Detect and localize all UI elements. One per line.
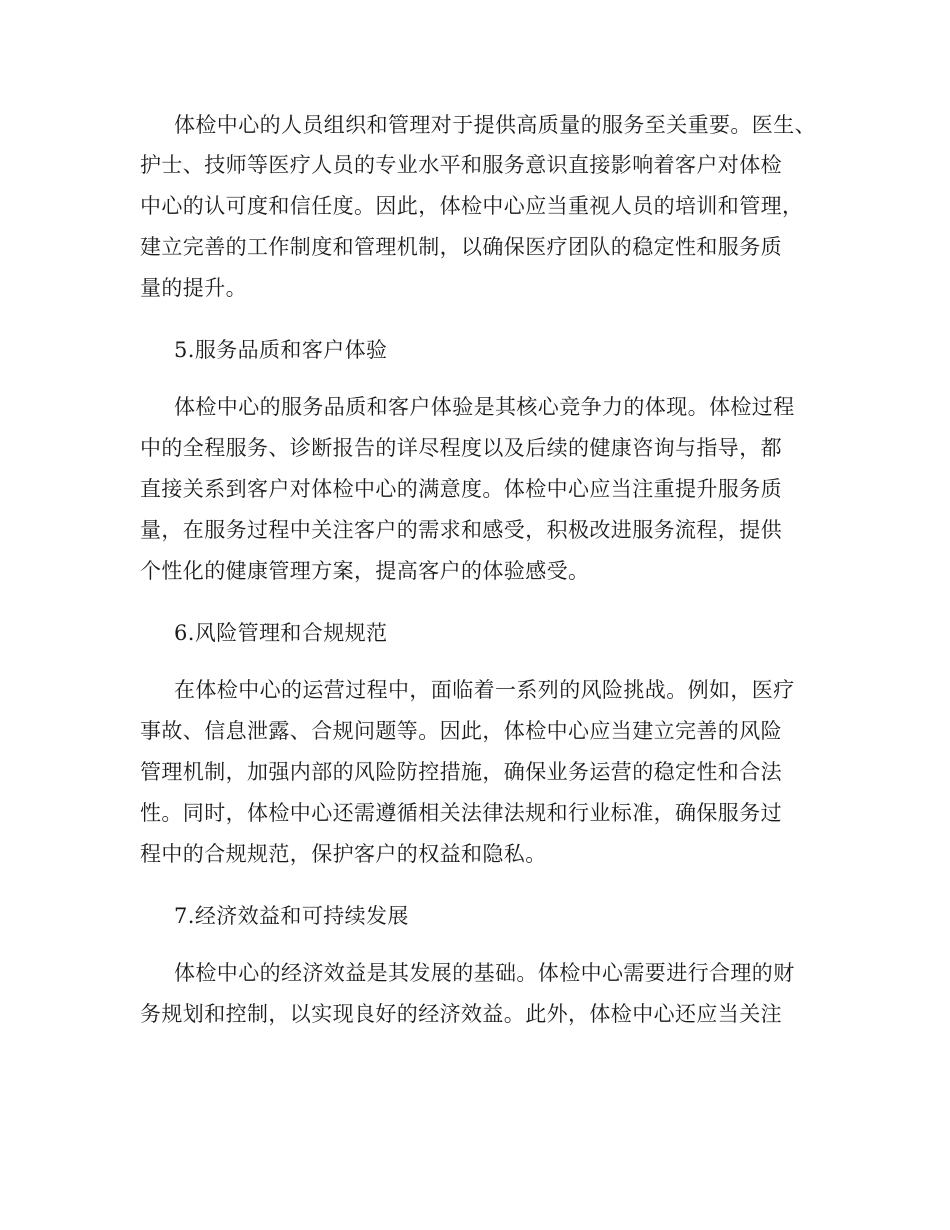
section-heading: 7.经济效益和可持续发展 [174, 904, 409, 928]
paragraph-line: 体检中心的人员组织和管理对于提供高质量的服务至关重要。医生、 [174, 113, 816, 137]
paragraph-line: 量的提升。 [140, 276, 247, 300]
section-heading: 5.服务品质和客户体验 [174, 338, 388, 362]
section-heading: 6.风险管理和合规规范 [174, 621, 388, 645]
paragraph-line: 直接关系到客户对体检中心的满意度。体检中心应当注重提升服务质 [140, 477, 782, 501]
paragraph-line: 中的全程服务、诊断报告的详尽程度以及后续的健康咨询与指导，都 [140, 436, 782, 460]
paragraph-line: 中心的认可度和信任度。因此，体检中心应当重视人员的培训和管理， [140, 194, 804, 218]
paragraph-line: 管理机制，加强内部的风险防控措施，确保业务运营的稳定性和合法 [140, 760, 782, 784]
paragraph-line: 个性化的健康管理方案，提高客户的体验感受。 [140, 559, 590, 583]
paragraph-line: 体检中心的经济效益是其发展的基础。体检中心需要进行合理的财 [174, 961, 795, 985]
paragraph-line: 事故、信息泄露、合规问题等。因此，体检中心应当建立完善的风险 [140, 719, 782, 743]
paragraph-line: 护士、技师等医疗人员的专业水平和服务意识直接影响着客户对体检 [140, 153, 782, 177]
paragraph-line: 程中的合规规范，保护客户的权益和隐私。 [140, 842, 547, 866]
paragraph-line: 量，在服务过程中关注客户的需求和感受，积极改进服务流程，提供 [140, 518, 782, 542]
paragraph-line: 务规划和控制，以实现良好的经济效益。此外，体检中心还应当关注 [140, 1002, 782, 1026]
paragraph-line: 性。同时，体检中心还需遵循相关法律法规和行业标准，确保服务过 [140, 801, 782, 825]
paragraph-line: 在体检中心的运营过程中，面临着一系列的风险挑战。例如，医疗 [174, 678, 795, 702]
paragraph-line: 建立完善的工作制度和管理机制，以确保医疗团队的稳定性和服务质 [140, 235, 782, 259]
paragraph-line: 体检中心的服务品质和客户体验是其核心竞争力的体现。体检过程 [174, 395, 795, 419]
